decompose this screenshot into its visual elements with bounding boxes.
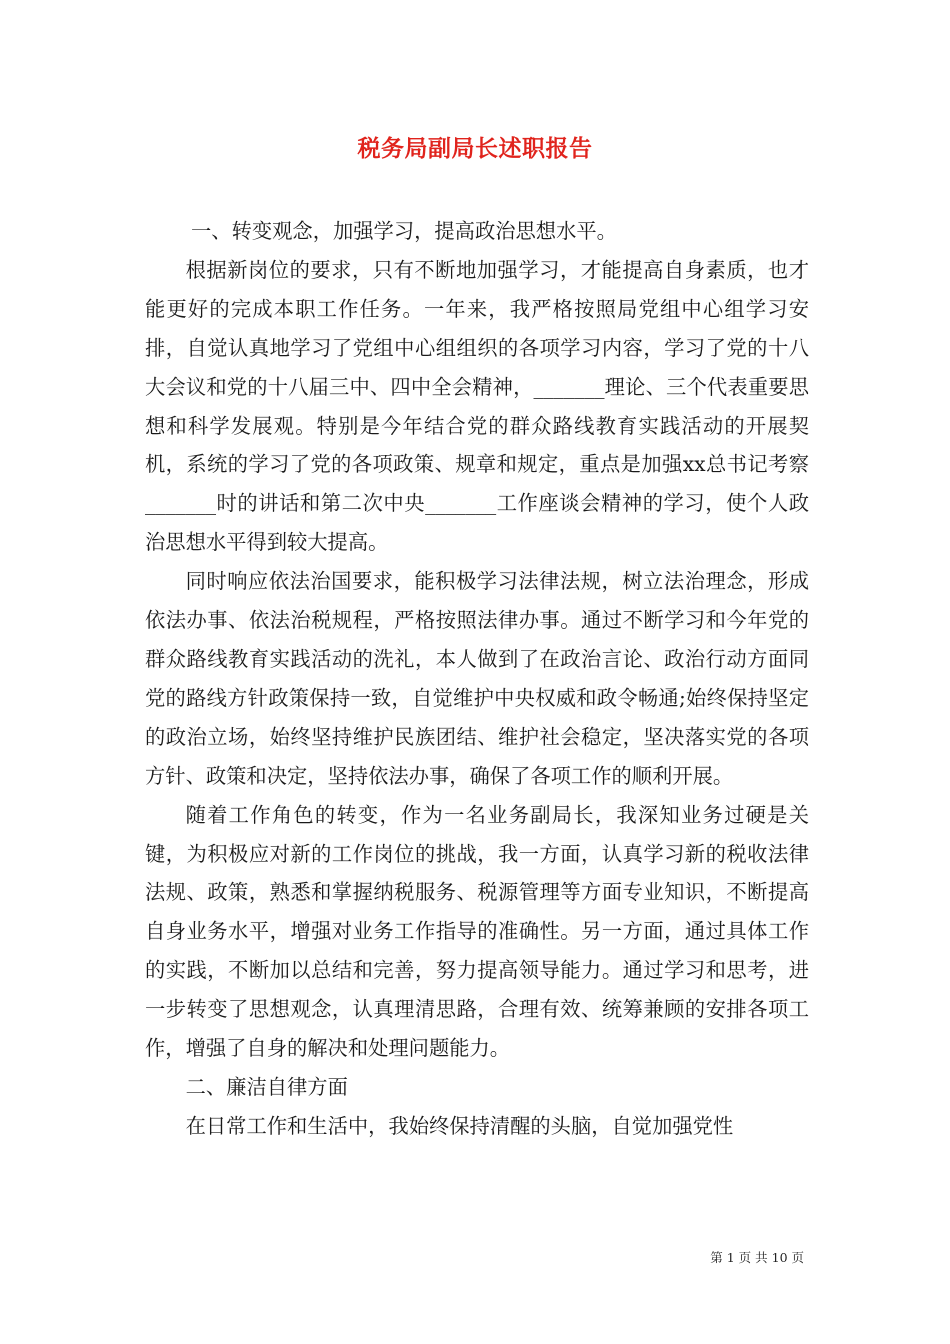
section-heading-1: 一、转变观念，加强学习，提高政治思想水平。	[191, 219, 617, 243]
section-heading-2: 二、廉洁自律方面	[185, 1074, 348, 1099]
document-body	[145, 212, 809, 1146]
page-number: 第 1 页 共 10 页	[710, 1250, 804, 1265]
document-title: 税务局副局长述职报告	[357, 135, 593, 162]
paragraph-1: 根据新岗位的要求，只有不断地加强学习，才能提高自身素质，也才能更好的完成本职工作任务。一年来，我严格按照局党组中心组学习安排，自觉认真地学习了党组中心组组织的各项学习内容，学习了党的十八大会议和党的十八届三中、四中全会精神，_______理论、三个代表重要思想和科学发展观。特别是今年结合党的群众路线教育实践活动的开展契机，系统的学习了党的各项政策、规章和规定，重点是加强xx总书记考察_______时的讲话和第二次中央_______工作座谈会精神的学习，使个人政治思想水平得到较大提高。	[145, 257, 809, 555]
paragraph-2: 同时响应依法治国要求，能积极学习法律法规，树立法治理念，形成依法办事、依法治税规程，严格按照法律办事。通过不断学习和今年党的群众路线教育实践活动的洗礼，本人做到了在政治言论、政治行动方面同党的路线方针政策保持一致，自觉维护中央权威和政令畅通;始终保持坚定的政治立场，始终坚持维护民族团结、维护社会稳定，坚决落实党的各项方针、政策和决定，坚持依法办事，确保了各项工作的顺利开展。	[145, 569, 809, 788]
paragraph-4: 在日常工作和生活中，我始终保持清醒的头脑，自觉加强党性	[185, 1113, 734, 1138]
paragraph-3: 随着工作角色的转变，作为一名业务副局长，我深知业务过硬是关键，为积极应对新的工作岗位的挑战，我一方面，认真学习新的税收法律法规、政策，熟悉和掌握纳税服务、税源管理等方面专业知识，不断提高自身业务水平，增强对业务工作指导的准确性。另一方面，通过具体工作的实践，不断加以总结和完善，努力提高领导能力。通过学习和思考，进一步转变了思想观念，认真理清思路，合理有效、统筹兼顾的安排各项工作，增强了自身的解决和处理问题能力。	[145, 802, 809, 1061]
